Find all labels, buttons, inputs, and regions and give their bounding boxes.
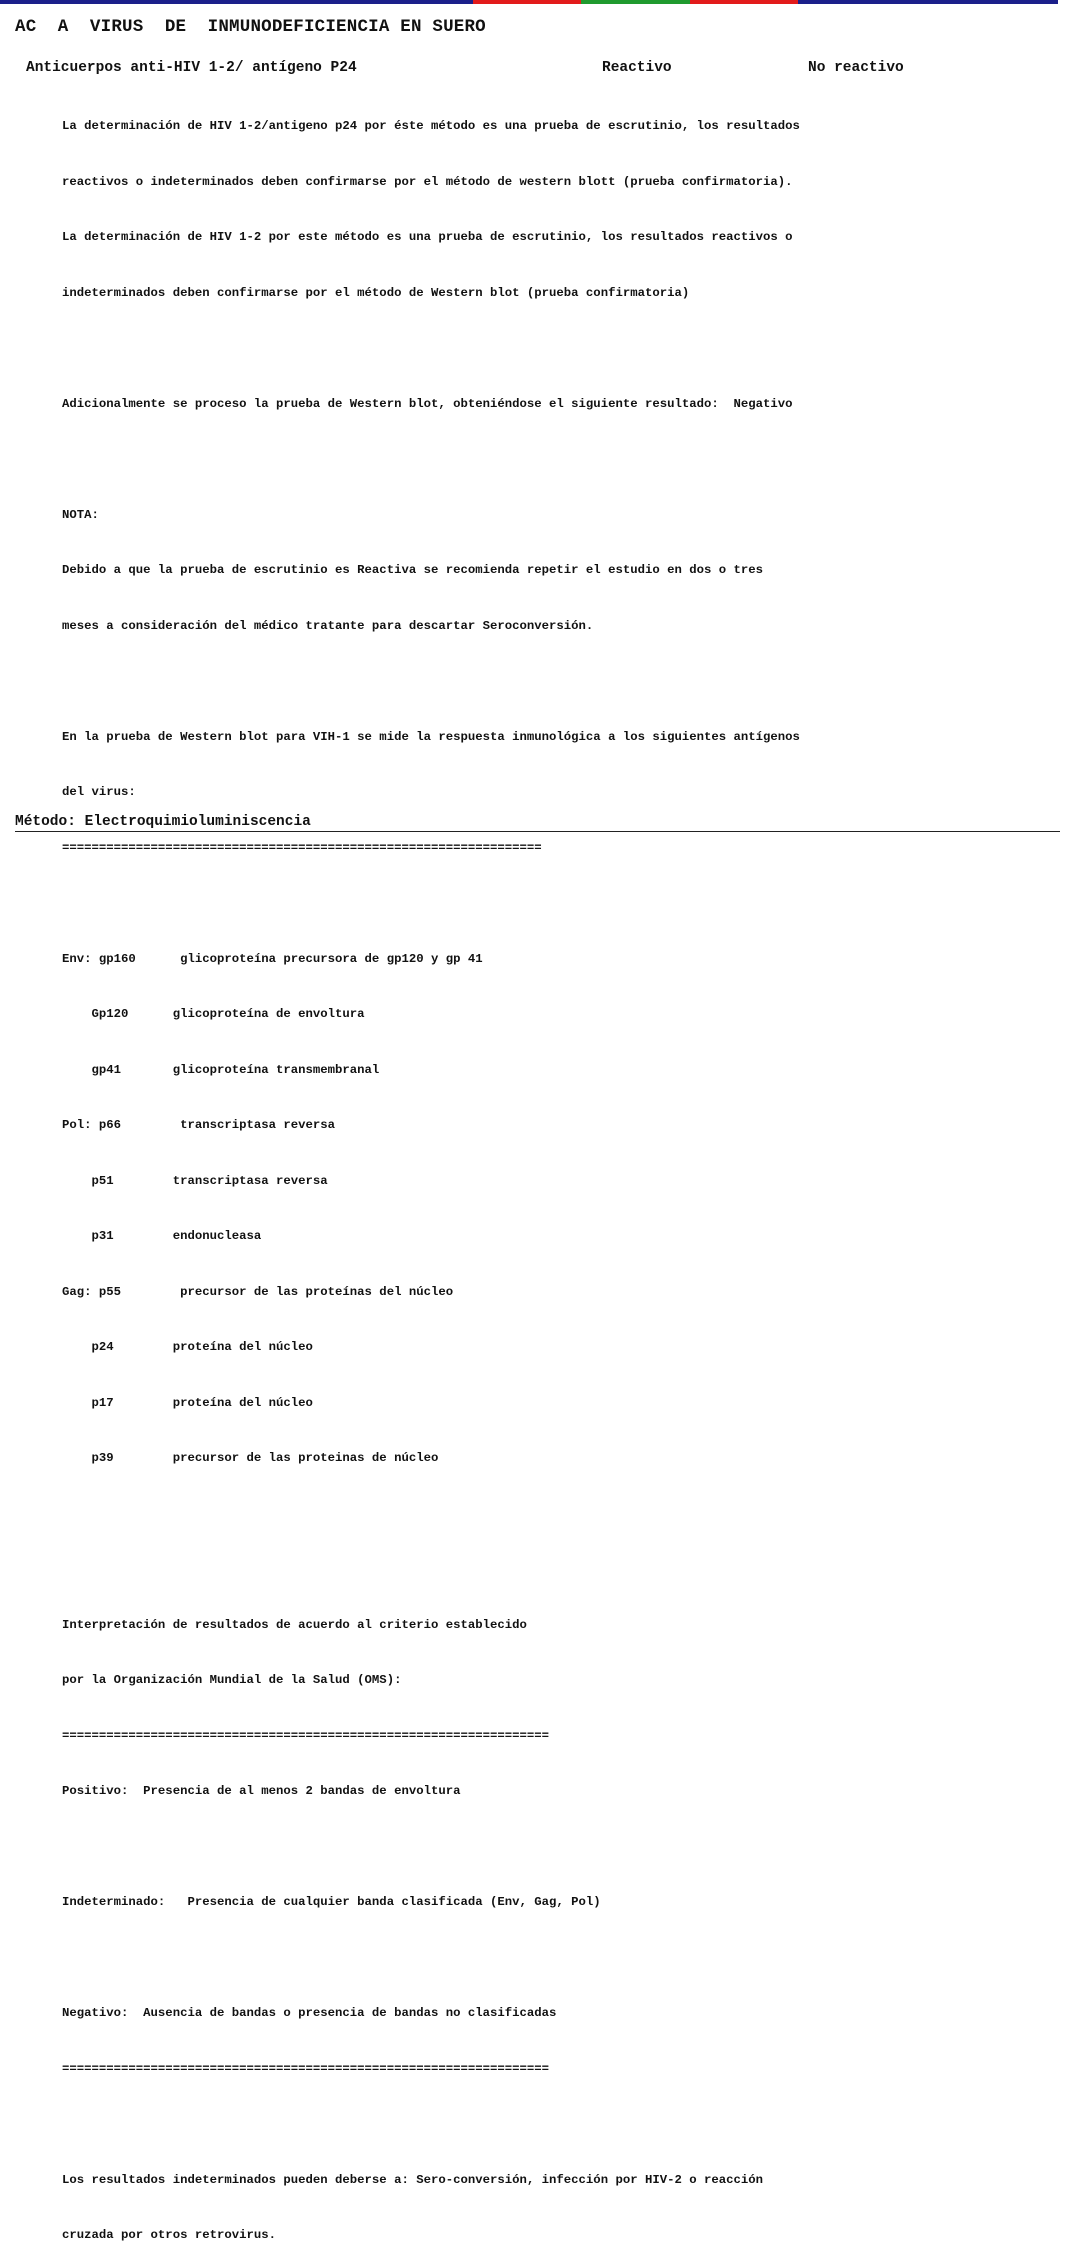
antigen-row: Pol: p66 transcriptasa reversa xyxy=(62,1118,336,1132)
criterion-positive: Positivo: Presencia de al menos 2 bandas de envoltura xyxy=(62,1784,461,1798)
antigen-row: p39 precursor de las proteinas de núcleo xyxy=(62,1451,439,1465)
blank-line xyxy=(62,1838,1062,1857)
header-accent-green xyxy=(581,0,690,4)
interpretation-line: Interpretación de resultados de acuerdo al criterio establecido xyxy=(62,1617,527,1632)
antigen-row: Env: gp160 glicoproteína precursora de gp120 y gp 41 xyxy=(62,951,483,966)
report-notes xyxy=(62,80,1062,2263)
blank-line xyxy=(62,894,1062,913)
antigen-row: p17 proteína del núcleo xyxy=(62,1395,313,1410)
header-accent-red xyxy=(473,0,581,4)
interpretation-line: por la Organización Mundial de la Salud (OMS): xyxy=(62,1673,402,1687)
section-title: AC A VIRUS DE INMUNODEFICIENCIA EN SUERO xyxy=(15,17,486,37)
separator-line: ================================================================= xyxy=(62,840,542,855)
note-line: La determinación de HIV 1-2/antigeno p24 por éste método es una prueba de escrutinio, los resultados xyxy=(62,119,800,133)
method-line: Método: Electroquimioluminiscencia xyxy=(15,814,1060,832)
antigen-row: p24 proteína del núcleo xyxy=(62,1340,313,1354)
nota-heading: NOTA: xyxy=(62,507,99,522)
blank-line xyxy=(62,2115,1062,2134)
note-line: indeterminados deben confirmarse por el método de Western blot (prueba confirmatoria) xyxy=(62,285,690,300)
blank-line xyxy=(62,339,1062,358)
header-accent-red-2 xyxy=(690,0,798,4)
criterion-indeterminate: Indeterminado: Presencia de cualquier banda clasificada (Env, Gag, Pol) xyxy=(62,1895,601,1909)
antigen-row: Gag: p55 precursor de las proteínas del núcleo xyxy=(62,1284,454,1299)
antigen-row: p31 endonucleasa xyxy=(62,1229,262,1243)
separator-line: ================================================================== xyxy=(62,1728,550,1743)
blank-line xyxy=(62,1505,1062,1524)
note-line: En la prueba de Western blot para VIH-1 se mide la respuesta inmunológica a los siguientes antígenos xyxy=(62,729,800,744)
antigen-row: Gp120 glicoproteína de envoltura xyxy=(62,1007,365,1021)
note-line: del virus: xyxy=(62,785,136,799)
blank-line xyxy=(62,672,1062,691)
note-line: meses a consideración del médico tratante para descartar Seroconversión. xyxy=(62,618,594,633)
test-result: Reactivo xyxy=(602,60,672,76)
note-line: cruzada por otros retrovirus. xyxy=(62,2228,277,2242)
antigen-row: p51 transcriptasa reversa xyxy=(62,1173,328,1188)
note-line: reactivos o indeterminados deben confirmarse por el método de western blott (prueba confirmatoria). xyxy=(62,174,793,189)
antigen-row: gp41 glicoproteína transmembranal xyxy=(62,1062,380,1077)
header-color-bar xyxy=(0,0,1058,4)
separator-line: ================================================================== xyxy=(62,2061,550,2076)
note-line: Debido a que la prueba de escrutinio es Reactiva se recomienda repetir el estudio en dos o tres xyxy=(62,563,764,577)
note-line: Los resultados indeterminados pueden deberse a: Sero-conversión, infección por HIV-2 o reacción xyxy=(62,2172,764,2187)
test-reference-value: No reactivo xyxy=(808,60,904,76)
blank-line xyxy=(62,1560,1062,1579)
western-blot-result-line: Adicionalmente se proceso la prueba de Western blot, obteniéndose el siguiente resultado: Negativo xyxy=(62,396,793,411)
criterion-negative: Negativo: Ausencia de bandas o presencia de bandas no clasificadas xyxy=(62,2006,557,2020)
note-line: La determinación de HIV 1-2 por este método es una prueba de escrutinio, los resultados reactivos o xyxy=(62,230,793,244)
test-name: Anticuerpos anti-HIV 1-2/ antígeno P24 xyxy=(26,60,357,76)
blank-line xyxy=(62,450,1062,469)
blank-line xyxy=(62,1949,1062,1968)
